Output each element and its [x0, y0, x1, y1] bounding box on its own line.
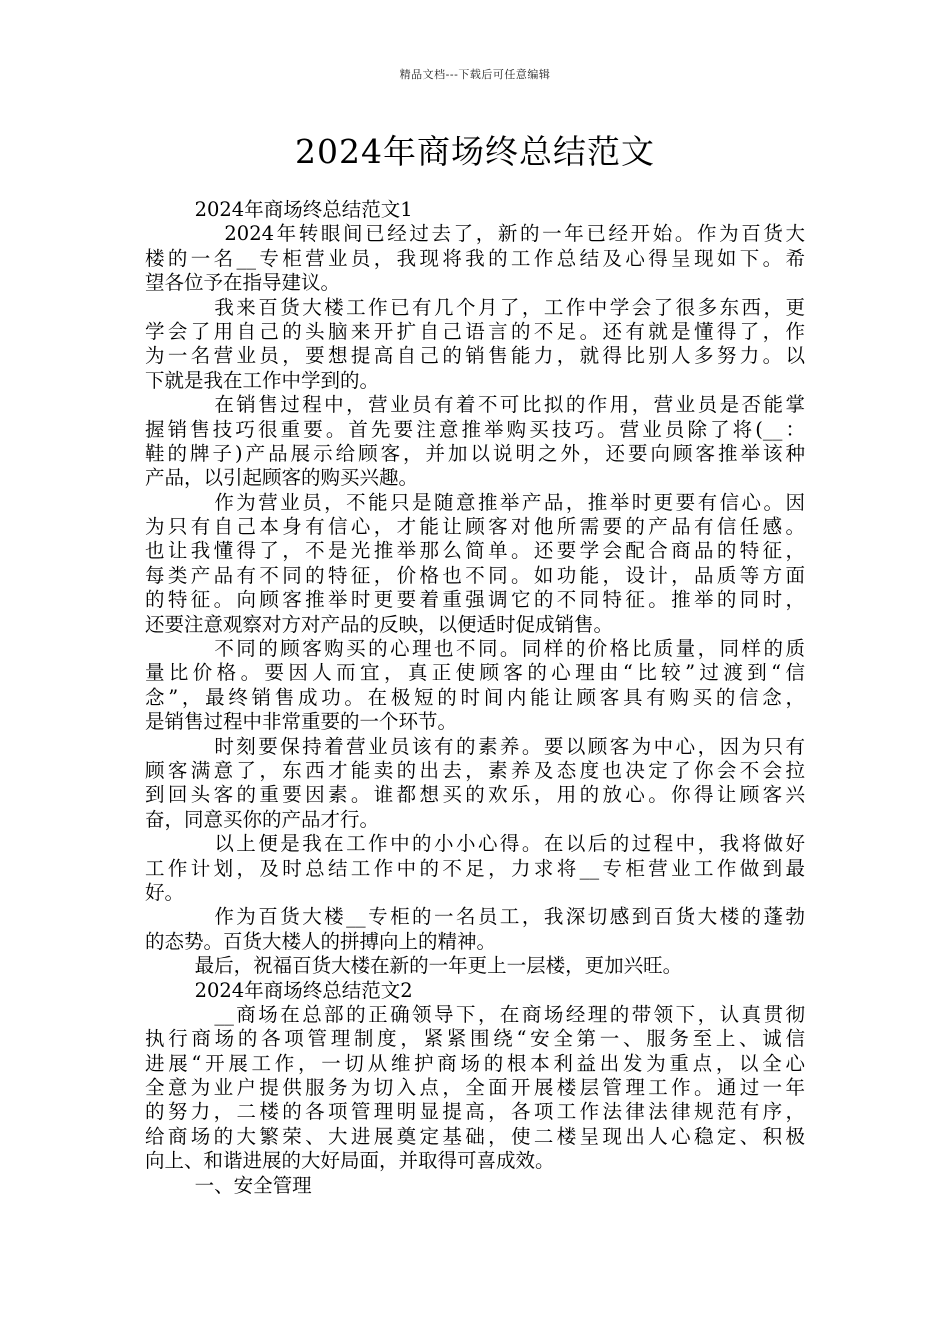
body-text-line: 好。 — [145, 880, 185, 904]
body-text-line: 也让我懂得了，不是光推举那么简单。还要学会配合商品的特征， — [145, 539, 805, 563]
body-text-line: 作为营业员，不能只是随意推举产品，推举时更要有信心。因 — [145, 490, 805, 514]
body-text-line: 我来百货大楼工作已有几个月了，工作中学会了很多东西，更 — [145, 295, 805, 319]
body-text-line: 量比价格。要因人而宜，真正使顾客的心理由“比较”过渡到“信 — [145, 661, 805, 685]
body-text-line: 最后，祝福百货大楼在新的一年更上一层楼，更加兴旺。 — [145, 954, 683, 978]
page-header-note: 精品文档---下载后可任意编辑 — [399, 68, 551, 81]
body-text-line: 望各位予在指导建议。 — [145, 271, 341, 295]
body-text-line: 执行商场的各项管理制度，紧紧围绕“安全第一、服务至上、诚信 — [145, 1027, 805, 1051]
body-text-line: 以上便是我在工作中的小小心得。在以后的过程中，我将做好 — [145, 832, 805, 856]
body-text-line: 一、安全管理 — [145, 1173, 312, 1197]
body-text-line: 下就是我在工作中学到的。 — [145, 368, 380, 392]
body-text-line: 产品，以引起顾客的购买兴趣。 — [145, 466, 419, 490]
body-text-line: 的努力，二楼的各项管理明显提高，各项工作法律法律规范有序， — [145, 1100, 805, 1124]
document-body — [145, 198, 805, 1198]
body-text-line: 为一名营业员，要想提高自己的销售能力，就得比别人多努力。以 — [145, 344, 805, 368]
body-text-line: __商场在总部的正确领导下，在商场经理的带领下，认真贯彻 — [145, 1002, 805, 1026]
body-text-line: 每类产品有不同的特征，价格也不同。如功能，设计，品质等方面 — [145, 563, 805, 587]
body-text-line: 2024年商场终总结范文1 — [145, 198, 413, 221]
document-title: 2024年商场终总结范文 — [295, 132, 655, 171]
body-text-line: 不同的顾客购买的心理也不同。同样的价格比质量，同样的质 — [145, 637, 805, 661]
body-text-line: 在销售过程中，营业员有着不可比拟的作用，营业员是否能掌 — [145, 393, 805, 417]
body-text-line: 念”，最终销售成功。在极短的时间内能让顾客具有购买的信念， — [145, 685, 805, 709]
body-text-line: 2024年转眼间已经过去了，新的一年已经开始。作为百货大 — [145, 222, 805, 246]
body-text-line: 作为百货大楼__专柜的一名员工，我深切感到百货大楼的蓬勃 — [145, 905, 805, 929]
body-text-line: 奋，同意买你的产品才行。 — [145, 807, 380, 831]
body-text-line: 进展“开展工作，一切从维护商场的根本利益出发为重点，以全心 — [145, 1051, 805, 1075]
body-text-line: 到回头客的重要因素。谁都想买的欢乐，用的放心。你得让顾客兴 — [145, 783, 805, 807]
body-text-line: 学会了用自己的头脑来开扩自己语言的不足。还有就是懂得了，作 — [145, 319, 805, 343]
body-text-line: 顾客满意了，东西才能卖的出去，素养及态度也决定了你会不会拉 — [145, 758, 805, 782]
body-text-line: 握销售技巧很重要。首先要注意推举购买技巧。营业员除了将(__： — [145, 417, 805, 441]
body-text-line: 鞋的牌子)产品展示给顾客，并加以说明之外，还要向顾客推举该种 — [145, 441, 805, 465]
body-text-line: 工作计划，及时总结工作中的不足，力求将__专柜营业工作做到最 — [145, 856, 805, 880]
body-text-line: 还要注意观察对方对产品的反映，以便适时促成销售。 — [145, 612, 614, 636]
body-text-line: 的特征。向顾客推举时更要着重强调它的不同特征。推举的同时， — [145, 588, 805, 612]
body-text-line: 楼的一名__专柜营业员，我现将我的工作总结及心得呈现如下。希 — [145, 246, 805, 270]
body-text-line: 给商场的大繁荣、大进展奠定基础，使二楼呈现出人心稳定、积极 — [145, 1124, 805, 1148]
body-text-line: 向上、和谐进展的大好局面，并取得可喜成效。 — [145, 1149, 555, 1173]
body-text-line: 的态势。百货大楼人的拼搏向上的精神。 — [145, 929, 497, 953]
body-text-line: 时刻要保持着营业员该有的素养。要以顾客为中心，因为只有 — [145, 734, 805, 758]
body-text-line: 2024年商场终总结范文2 — [145, 978, 413, 1002]
body-text-line: 全意为业户提供服务为切入点，全面开展楼层管理工作。通过一年 — [145, 1076, 805, 1100]
body-text-line: 为只有自己本身有信心，才能让顾客对他所需要的产品有信任感。 — [145, 515, 805, 539]
body-text-line: 是销售过程中非常重要的一个环节。 — [145, 710, 458, 734]
